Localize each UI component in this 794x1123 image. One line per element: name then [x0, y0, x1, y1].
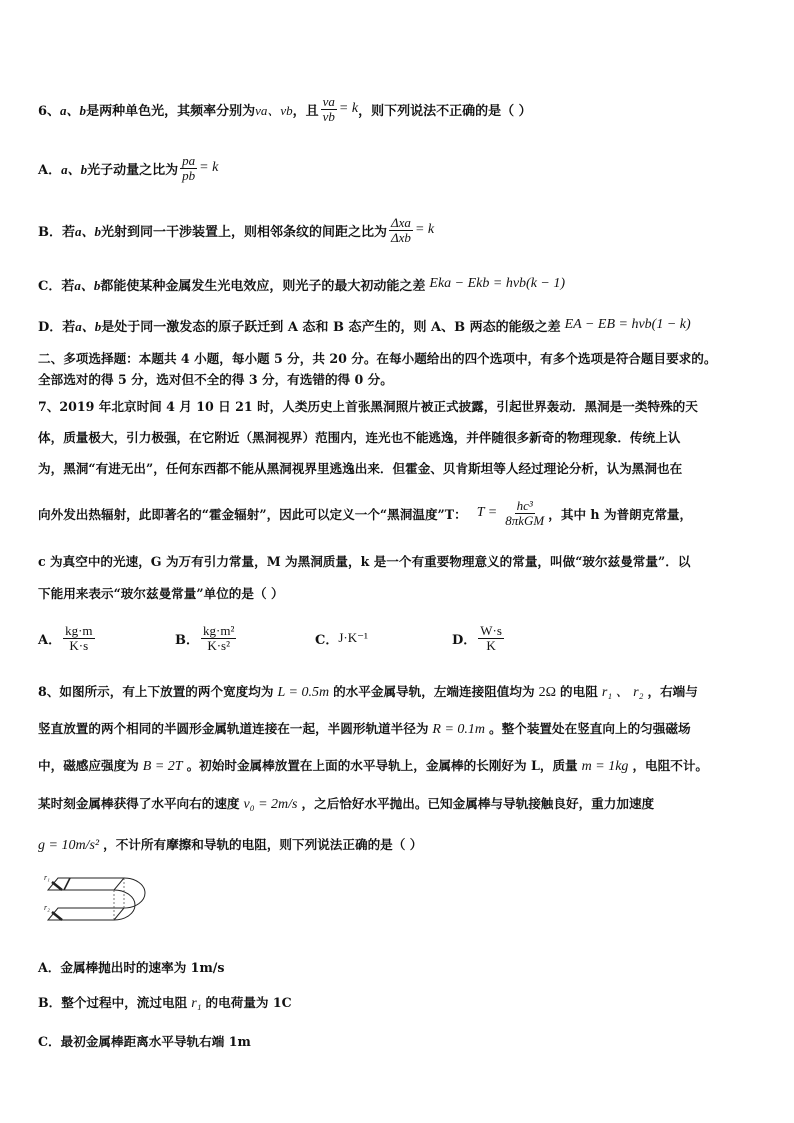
- q7-option-d: D． $\frac{W\cdot s}{K}$: [452, 622, 502, 653]
- q7-line2: 体，质量极大，引力极强，在它附近（黑洞视界）范围内，连光也不能逃逸，并伴随很多新奇的物理现象．传统上认: [38, 430, 681, 445]
- q7-line3: 为，黑洞“有进无出”，任何东西都不能从黑洞视界里逃逸出来．但霍金、贝肯斯坦等人经过理论分析，认为黑洞也在: [38, 461, 683, 476]
- section2-line1: 二、多项选择题：本题共 4 小题，每小题 5 分，共 20 分。在每小题给出的四个选项中，有多个选项是符合题目要求的。: [38, 351, 717, 366]
- q7-option-a: A． $\frac{kg\cdot m}{K\cdot s}$: [38, 622, 93, 653]
- rail-diagram: [44, 868, 156, 932]
- q8-option-c: C．最初金属棒距离水平导轨右端 1m: [38, 1034, 251, 1049]
- q6-option-d: D．若 a、b 是处于同一激发态的原子跃迁到 A 态和 B 态产生的，则 A、B 两态的能级之差 EA − EB = hνb(1 − k): [38, 317, 691, 335]
- resistor-r1: [52, 882, 62, 890]
- q7-line4: 向外发出热辐射，此即著名的“霍金辐射”，因此可以定义一个“黑洞温度”T： T = $\frac{\text{hc³}}{\text{8πkGM}}$ ，其中 h 为普朗克常量，: [38, 497, 693, 528]
- q8-line5: g = 10m/s² ，不计所有摩擦和导轨的电阻，则下列说法正确的是（ ）: [38, 837, 423, 853]
- q7-line1: 7、2019 年北京时间 4 月 10 日 21 时，人类历史上首张黑洞照片被正式披露，引起世界轰动．黑洞是一类特殊的天: [38, 399, 698, 414]
- rail-diagram-svg: [44, 868, 156, 932]
- q7-line6: 下能用来表示“玻尔兹曼常量”单位的是（ ）: [38, 586, 284, 601]
- q8-line3: 中，磁感应强度为 B = 2T 。初始时金属棒放置在上面的水平导轨上，金属棒的长刚好为 L，质量 m = 1kg ，电阻不计。: [38, 758, 709, 774]
- q7b-fraction: $\frac{\text{kg·m²}}{\text{K·s²}}$: [203, 622, 235, 653]
- q7-options: [38, 618, 778, 658]
- q6-stem: 6、 a、b 是两种单色光，其频率分别为 νa、νb ，且 $\frac{\nu a}{\nu b}$ = k ，则下列说法不正确的是（ ）: [38, 93, 532, 124]
- q8-line2: 竖直放置的两个相同的半圆形金属轨道连接在一起，半圆形轨道半径为 R = 0.1m 。整个装置处在竖直向上的匀强磁场: [38, 721, 691, 737]
- q6-option-b: B．若 a、b 光射到同一干涉装置上，则相邻条纹的间距之比为 $\frac{\text{Δxa}}{\text{Δxb}}$ = k: [38, 214, 435, 245]
- resistor-r2: [52, 912, 62, 920]
- q7a-fraction: $\frac{kg\cdot m}{K\cdot s}$: [65, 622, 93, 653]
- q6-ratio-fraction: $\frac{\nu a}{\nu b}$: [322, 93, 335, 124]
- metal-rod: [64, 878, 70, 890]
- section2-line2: 全部选对的得 5 分，选对但不全的得 3 分，有选错的得 0 分。: [38, 372, 393, 387]
- q8-option-b: B．整个过程中，流过电阻 r₁ 的电荷量为 1C: [38, 995, 292, 1011]
- q7-option-c: C． J·K⁻¹: [315, 630, 368, 648]
- q7-temperature-fraction: $\frac{\text{hc³}}{\text{8πkGM}}$: [505, 497, 545, 528]
- q6-option-a: A． a、b 光子动量之比为 $\frac{pa}{pb}$ = k: [38, 152, 219, 183]
- q8-option-a: A．金属棒抛出时的速率为 1m/s: [38, 960, 225, 975]
- q6b-fraction: $\frac{\text{Δxa}}{\text{Δxb}}$: [391, 214, 411, 245]
- q6a-fraction: $\frac{pa}{pb}$: [182, 152, 196, 183]
- q6-option-c: C．若 a、b 都能使某种金属发生光电效应，则光子的最大初动能之差 Eka − Ekb = hνb(k − 1): [38, 276, 566, 294]
- fig-label-r2: r₂: [44, 903, 50, 912]
- q8-line1: 8、如图所示，有上下放置的两个宽度均为 L = 0.5m 的水平金属导轨，左端连接阻值均为 2Ω 的电阻 r₁ 、 r₂ ，右端与: [38, 684, 698, 700]
- q7-line5: c 为真空中的光速，G 为万有引力常量，M 为黑洞质量，k 是一个有重要物理意义的常量，叫做“玻尔兹曼常量”．以: [38, 554, 691, 569]
- fig-label-r1: r₁: [44, 873, 50, 882]
- q7d-fraction: $\frac{W\cdot s}{K}$: [480, 622, 502, 653]
- q7-option-b: B． $\frac{\text{kg·m²}}{\text{K·s²}}$: [175, 622, 235, 653]
- q8-line4: 某时刻金属棒获得了水平向右的速度 v₀ = 2m/s ，之后恰好水平抛出。已知金属棒与导轨接触良好，重力加速度: [38, 796, 655, 812]
